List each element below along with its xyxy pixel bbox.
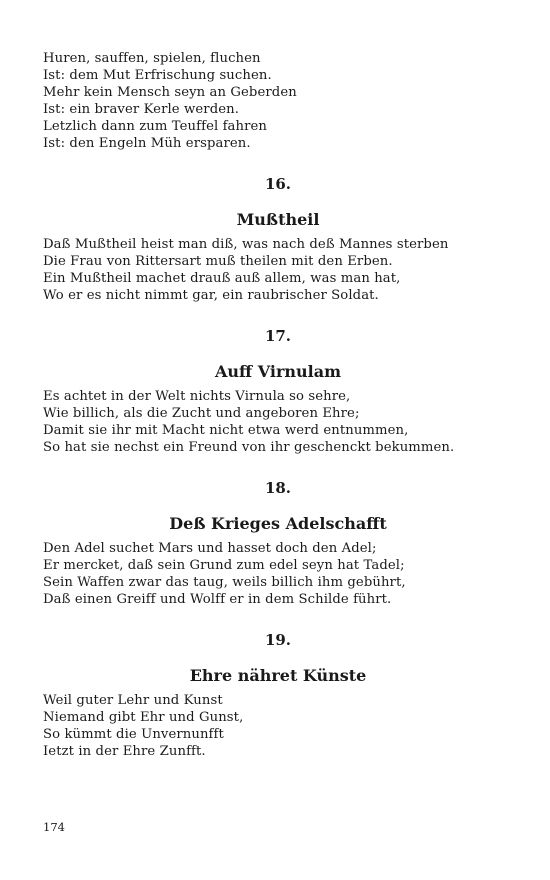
verse-line: Mehr kein Mensch seyn an Geberden	[43, 85, 297, 100]
poem-number: 17.	[264, 327, 292, 345]
verse-line: Sein Waffen zwar das taug, weils billich ihm gebührt,	[43, 575, 406, 590]
poem-17	[43, 326, 513, 456]
verse-line: Ein Mußtheil machet drauß auß allem, was man hat,	[43, 271, 401, 286]
verse-line: Wo er es nicht nimmt gar, ein raubrischer Soldat.	[43, 288, 379, 303]
verse-line: Ietzt in der Ehre Zunfft.	[43, 744, 206, 759]
poem-number: 18.	[264, 479, 292, 497]
verse-line: Den Adel suchet Mars und hasset doch den Adel;	[43, 541, 377, 556]
poem-title: Mußtheil	[236, 210, 320, 229]
poem-number: 16.	[264, 175, 292, 193]
poem-number: 19.	[264, 631, 292, 649]
poem-18	[43, 478, 513, 608]
verse-line: Daß Mußtheil heist man diß, was nach deß Mannes sterben	[43, 237, 449, 252]
verse-line: Weil guter Lehr und Kunst	[43, 693, 223, 708]
verse-line: Es achtet in der Welt nichts Virnula so sehre,	[43, 389, 351, 404]
page-number: 174	[43, 820, 65, 834]
verse-line: Ist: dem Mut Erfrischung suchen.	[43, 68, 272, 83]
page-body	[43, 50, 513, 760]
verse-line: Niemand gibt Ehr und Gunst,	[43, 710, 244, 725]
verse-line: Ist: den Engeln Müh ersparen.	[43, 136, 251, 151]
verse-line: So kümmt die Unvernunfft	[43, 727, 224, 742]
verse-line: Er mercket, daß sein Grund zum edel seyn hat Tadel;	[43, 558, 405, 573]
verse-line: Ist: ein braver Kerle werden.	[43, 102, 240, 117]
verse-line: Wie billich, als die Zucht und angeboren Ehre;	[43, 406, 360, 421]
verse-line: Damit sie ihr mit Macht nicht etwa werd entnummen,	[43, 423, 409, 438]
poem-16	[43, 174, 513, 304]
verse-line: Letzlich dann zum Teuffel fahren	[43, 119, 268, 134]
verse-line: Huren, sauffen, spielen, fluchen	[43, 51, 261, 66]
poem-title: Auff Virnulam	[214, 362, 342, 381]
verse-line: So hat sie nechst ein Freund von ihr geschenckt bekummen.	[43, 440, 455, 455]
poem-title: Ehre nähret Künste	[189, 666, 367, 685]
intro-stanza	[43, 50, 513, 152]
verse-line: Daß einen Greiff und Wolff er in dem Schilde führt.	[43, 592, 392, 607]
verse-line: Die Frau von Rittersart muß theilen mit den Erben.	[43, 254, 393, 269]
poem-title: Deß Krieges Adelschafft	[169, 514, 387, 533]
poem-19	[43, 630, 513, 760]
